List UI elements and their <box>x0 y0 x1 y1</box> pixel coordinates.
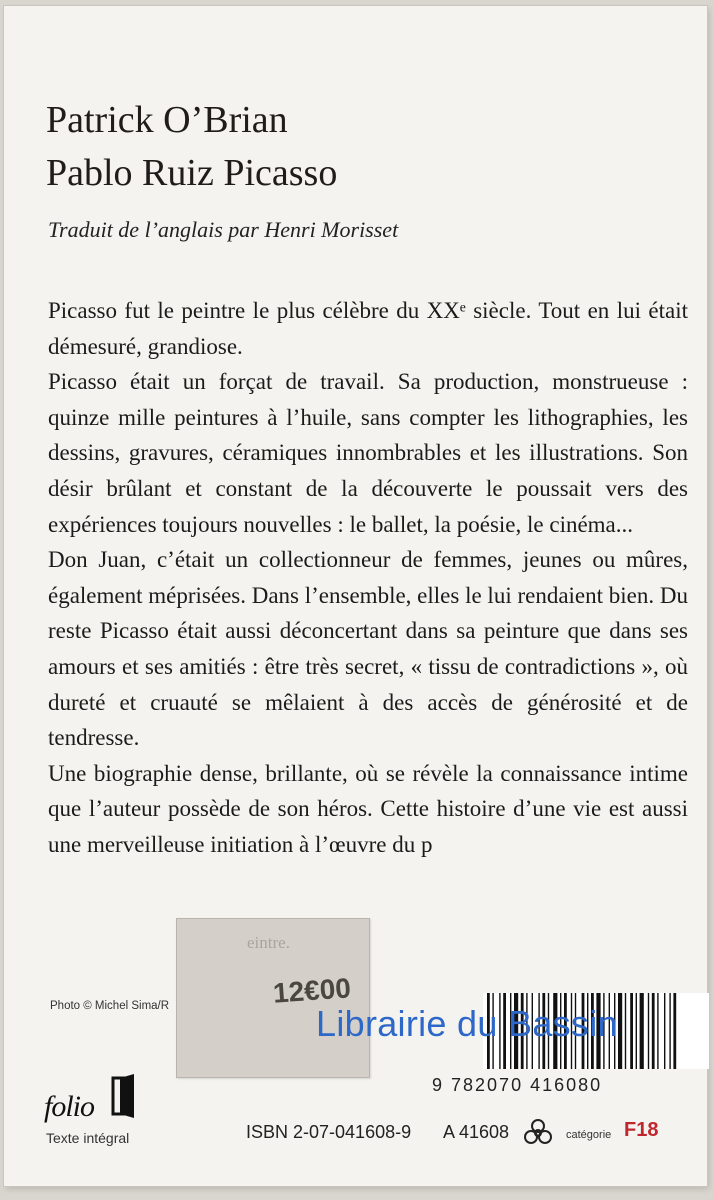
folio-mark-icon <box>110 1074 136 1118</box>
blurb-paragraph: Don Juan, c’était un collectionneur de femmes, jeunes ou mûres, également méprisées. Dans l’ensemble, elles le lui rendaient bien. Du reste Picasso était aussi déconcertant dans sa peinture que dans ses amours et ses amitiés : être très secret, « tissu de contradictions », où dureté et cruauté se mêlaient à des accès de générosité et de tendresse. <box>48 547 688 751</box>
barcode-number: 9 782070 416080 <box>432 1075 603 1095</box>
bookstore-watermark: Librairie du Bassin <box>316 1003 618 1044</box>
edition-label: Texte intégral <box>46 1130 130 1146</box>
publisher-code: A 41608 <box>443 1122 510 1142</box>
blurb-paragraph: Picasso fut le peintre le plus célèbre du XXᵉ siècle. Tout en lui était démesuré, grandiose. <box>48 298 688 359</box>
folio-logo-text: folio <box>44 1090 95 1123</box>
folio-logo <box>44 1070 156 1124</box>
author-name: Patrick O’Brian <box>46 99 288 141</box>
book-title: Pablo Ruiz Picasso <box>46 152 338 194</box>
isbn: ISBN 2-07-041608-9 <box>246 1122 412 1142</box>
blurb <box>48 293 688 863</box>
category-label: catégorie <box>566 1129 612 1141</box>
blurb-paragraph: Une biographie dense, brillante, où se révèle la connaissance intime que l’auteur possède de son héros. Cette histoire d’une vie est aussi une merveilleuse initiation à l’œuvre du p <box>48 760 688 857</box>
translator-credit: Traduit de l’anglais par Henri Morisset <box>48 217 399 242</box>
sticker-price: 12€00 <box>271 972 352 1009</box>
category-code: F18 <box>624 1119 659 1141</box>
blurb-paragraph: Picasso était un forçat de travail. Sa production, monstrueuse : quinze mille peintures à l’huile, sans compter les lithographies, les dessins, gravures, céramiques innombrables et les illustrations. Son désir brûlant et constant de la découverte le poussait vers des expériences toujours nouvelles : le ballet, la poésie, le cinéma... <box>48 369 688 537</box>
photo-credit: Photo © Michel Sima/R <box>50 1000 170 1012</box>
knot-icon <box>521 1117 555 1147</box>
sticker-faint-text: eintre. <box>247 933 290 952</box>
price-sticker <box>176 918 370 1078</box>
